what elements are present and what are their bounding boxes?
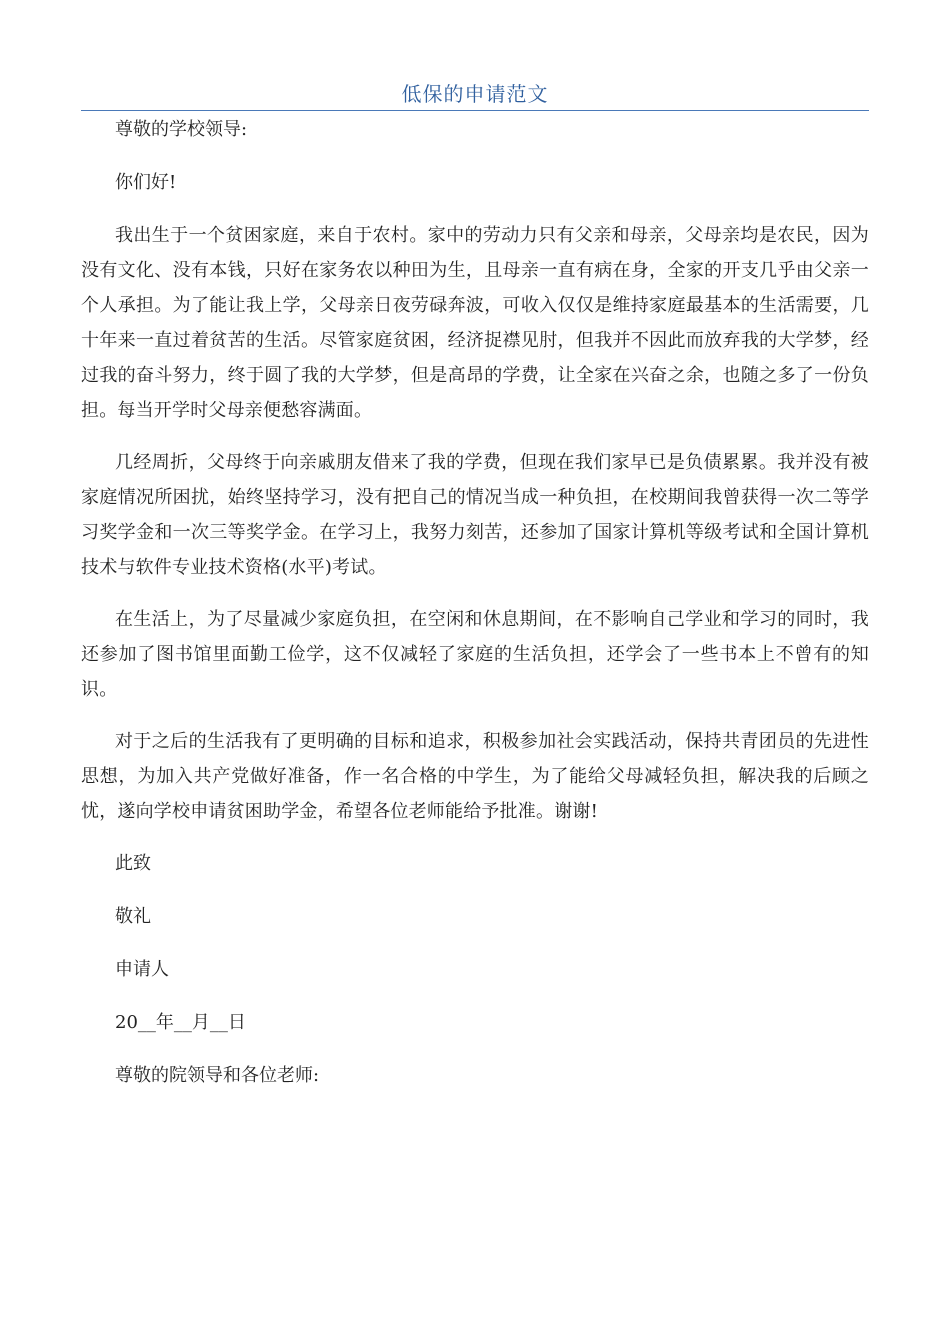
closing-ci-zhi: 此致: [115, 853, 151, 874]
document-body: [81, 112, 869, 1093]
salutation: 尊敬的学校领导:: [115, 119, 248, 140]
greeting: 你们好!: [115, 172, 177, 193]
paragraph-study: 几经周折，父母终于向亲戚朋友借来了我的学费，但现在我们家早已是负债累累。我并没有被家庭情况所困扰，始终坚持学习，没有把自己的情况当成一种负担，在校期间我曾获得一次二等学习奖学金和一次三等奖学金。在学习上，我努力刻苦，还参加了国家计算机等级考试和全国计算机技术与软件专业技术资格(水平)考试。: [81, 452, 869, 578]
page-title: 低保的申请范文: [401, 82, 549, 106]
closing-jing-li: 敬礼: [115, 906, 151, 927]
paragraph-request: 对于之后的生活我有了更明确的目标和追求，积极参加社会实践活动，保持共青团员的先进性思想，为加入共产党做好准备，作一名合格的中学生，为了能给父母减轻负担，解决我的后顾之忧，遂向学校申请贫困助学金，希望各位老师能给予批准。谢谢!: [81, 731, 869, 822]
signer-label: 申请人: [115, 959, 169, 980]
paragraph-family-background: 我出生于一个贫困家庭，来自于农村。家中的劳动力只有父亲和母亲，父母亲均是农民，因为没有文化、没有本钱，只好在家务农以种田为生，且母亲一直有病在身，全家的开支几乎由父亲一个人承担。为了能让我上学，父母亲日夜劳碌奔波，可收入仅仅是维持家庭最基本的生活需要，几十年来一直过着贫苦的生活。尽管家庭贫困，经济捉襟见肘，但我并不因此而放弃我的大学梦，经过我的奋斗努力，终于圆了我的大学梦，但是高昂的学费，让全家在兴奋之余，也随之多了一份负担。每当开学时父母亲便愁容满面。: [81, 225, 869, 421]
next-salutation: 尊敬的院领导和各位老师:: [115, 1065, 320, 1086]
document-header: [81, 80, 869, 111]
date-line: 20__年__月__日: [115, 1012, 246, 1033]
paragraph-life: 在生活上，为了尽量减少家庭负担，在空闲和休息期间，在不影响自己学业和学习的同时，我还参加了图书馆里面勤工俭学，这不仅减轻了家庭的生活负担，还学会了一些书本上不曾有的知识。: [81, 609, 869, 700]
